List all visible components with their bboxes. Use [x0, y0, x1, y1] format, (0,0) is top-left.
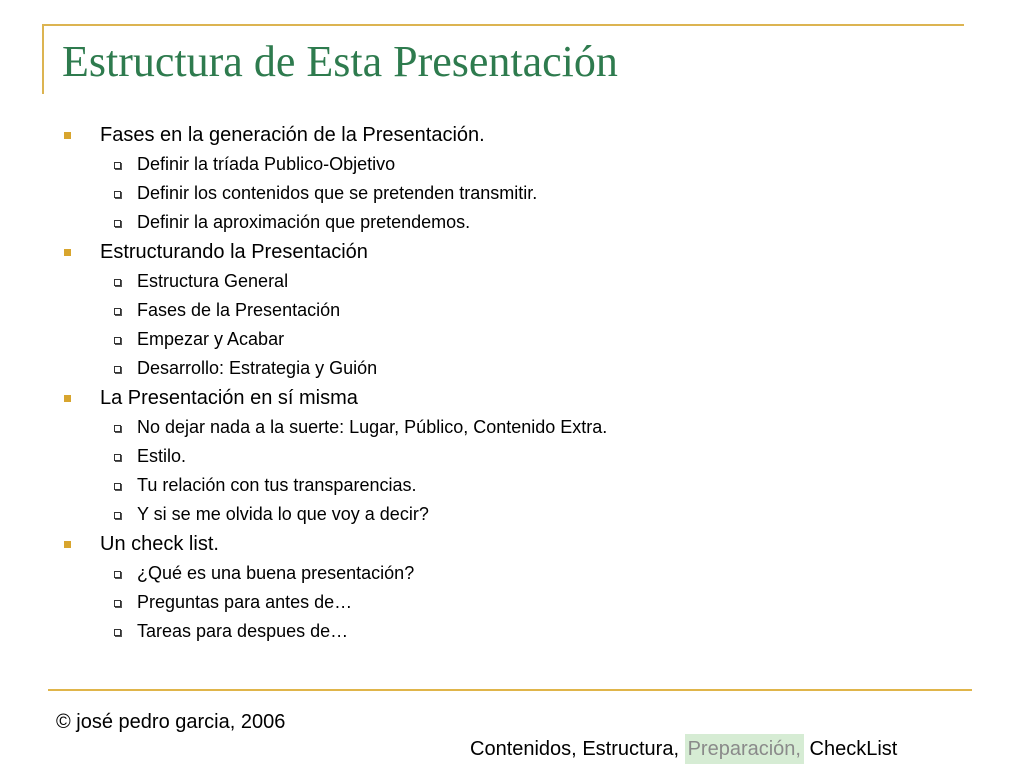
- sub-item-label: Fases de la Presentación: [137, 300, 341, 320]
- title-frame-left-line: [42, 24, 44, 94]
- sub-item: [60, 442, 980, 471]
- square-bullet-icon: [64, 541, 71, 548]
- sub-item-label: Tu relación con tus transparencias.: [137, 475, 417, 495]
- hollow-square-bullet-icon: [114, 162, 121, 169]
- nav-link-estructura[interactable]: Estructura,: [582, 738, 680, 760]
- slide-title: Estructura de Esta Presentación: [62, 37, 618, 86]
- hollow-square-bullet-icon: [114, 279, 121, 286]
- sub-item: [60, 296, 980, 325]
- hollow-square-bullet-icon: [114, 425, 121, 432]
- sub-item: [60, 471, 980, 500]
- hollow-square-bullet-icon: [114, 191, 121, 198]
- sub-item: [60, 325, 980, 354]
- hollow-square-bullet-icon: [114, 454, 121, 461]
- section-item: [60, 529, 980, 559]
- section-nav: [470, 734, 897, 764]
- sub-item: [60, 500, 980, 529]
- hollow-square-bullet-icon: [114, 571, 121, 578]
- section-label: Estructurando la Presentación: [100, 241, 368, 263]
- section-label: Un check list.: [100, 533, 219, 555]
- sub-item: [60, 588, 980, 617]
- sub-item-label: No dejar nada a la suerte: Lugar, Público, Contenido Extra.: [137, 417, 608, 437]
- title-frame-top-line: [42, 24, 964, 26]
- sub-item: [60, 617, 980, 646]
- footer-divider: [48, 689, 972, 691]
- sub-item-label: Empezar y Acabar: [137, 329, 285, 349]
- hollow-square-bullet-icon: [114, 512, 121, 519]
- hollow-square-bullet-icon: [114, 629, 121, 636]
- nav-link-preparacion[interactable]: Preparación,: [685, 734, 804, 764]
- copyright-text: © josé pedro garcia, 2006: [56, 711, 286, 733]
- sub-item-label: Tareas para despues de…: [137, 621, 349, 641]
- section-item: [60, 120, 980, 150]
- sub-item: [60, 150, 980, 179]
- square-bullet-icon: [64, 395, 71, 402]
- sub-item-label: Desarrollo: Estrategia y Guión: [137, 358, 378, 378]
- hollow-square-bullet-icon: [114, 308, 121, 315]
- sub-item-label: Definir los contenidos que se pretenden transmitir.: [137, 183, 538, 203]
- sub-item-label: Definir la tríada Publico-Objetivo: [137, 154, 396, 174]
- sub-item-label: Preguntas para antes de…: [137, 592, 353, 612]
- sub-item: [60, 267, 980, 296]
- nav-link-checklist[interactable]: CheckList: [809, 738, 898, 760]
- hollow-square-bullet-icon: [114, 220, 121, 227]
- hollow-square-bullet-icon: [114, 366, 121, 373]
- section-item: [60, 237, 980, 267]
- sub-item-label: Y si se me olvida lo que voy a decir?: [137, 504, 429, 524]
- square-bullet-icon: [64, 132, 71, 139]
- sub-item: [60, 208, 980, 237]
- sub-item: [60, 413, 980, 442]
- hollow-square-bullet-icon: [114, 337, 121, 344]
- sub-item-label: Definir la aproximación que pretendemos.: [137, 212, 471, 232]
- sub-item-label: ¿Qué es una buena presentación?: [137, 563, 415, 583]
- slide-content: [60, 120, 980, 646]
- section-label: Fases en la generación de la Presentación.: [100, 124, 485, 146]
- sub-item: [60, 559, 980, 588]
- sub-item: [60, 354, 980, 383]
- nav-link-contenidos[interactable]: Contenidos,: [470, 738, 577, 760]
- sub-item-label: Estilo.: [137, 446, 187, 466]
- section-item: [60, 383, 980, 413]
- sub-item: [60, 179, 980, 208]
- section-label: La Presentación en sí misma: [100, 387, 358, 409]
- sub-item-label: Estructura General: [137, 271, 289, 291]
- hollow-square-bullet-icon: [114, 600, 121, 607]
- hollow-square-bullet-icon: [114, 483, 121, 490]
- square-bullet-icon: [64, 249, 71, 256]
